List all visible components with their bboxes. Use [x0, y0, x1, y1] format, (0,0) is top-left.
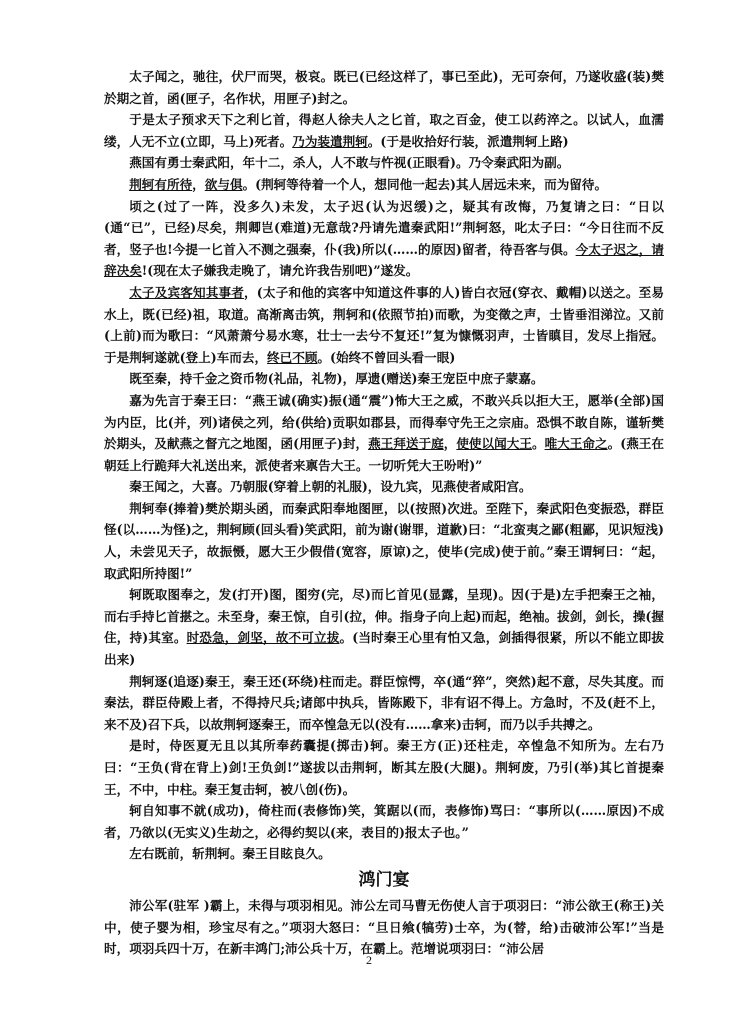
paragraph: [104, 476, 664, 498]
paragraph-group-jing-ke: [104, 66, 664, 865]
text-run: 顷之(过了一阵，没多久)未发，太子迟(认为迟缓)之，疑其有改悔，乃复请之曰：“日以(通“已”，已经)尽矣，荆卿岂(难道)无意哉?丹请先遣秦武阳!”荆轲怒，叱太子曰：“今日往而不反者，竖子也!今提一匕首入不测之强秦，仆(我)所以(……的原因)留者，待吾客与俱。: [104, 198, 664, 257]
text-run: 既至秦，持千金之资币物(礼品，礼物)，厚遗(赠送)秦王宠臣中庶子蒙嘉。: [129, 371, 544, 387]
underlined-phrase: 欲与俱: [204, 176, 243, 192]
text-run: 于是太子预求天下之利匕首，得赵人徐夫人之匕首，取之百金，使工以药淬之。以试人，血濡缕，人无不立(立即，马上)死者。: [104, 112, 664, 149]
page-number: 2: [366, 953, 372, 967]
underlined-phrase: 使使以闻大王: [456, 436, 532, 452]
paragraph: [104, 895, 664, 960]
paragraph: [104, 843, 664, 865]
text-run: ，: [443, 436, 457, 452]
paragraph: [104, 390, 664, 476]
text-run: ，(太子和他的宾客中知道这件事的人)皆白衣冠(穿衣、戴帽)以送之。至易水上，既(已经)祖，取道。高渐离击筑，荆轲和(依照节拍)而歌，为变徵之声，士皆垂泪涕泣。又前(上前)而为歌曰：“风萧萧兮易水寒，壮士一去兮不复还!”复为慷慨羽声，士皆瞋目，发尽上指冠。于是荆轲遂就(登上)车而去，: [104, 284, 664, 365]
section-title: 鸿门宴: [358, 869, 410, 890]
text-run: 荆轲逐(追逐)秦王，秦王还(环绕)柱而走。群臣惊愕，卒(通“猝”，突然)起不意，尽失其度。而秦法，群臣侍殿上者，不得持尺兵;诸郎中执兵，皆陈殿下，非有诏不得上。方急时，不及(赶不上，来不及)召下兵，以故荆轲逐秦王，而卒惶急无以(没有……拿来)击轲，而乃以手共搏之。: [104, 673, 664, 732]
underlined-phrase: 时恐急，剑坚，故不可立拔: [186, 630, 340, 646]
text-run: 轲自知事不就(成功)，倚柱而(表修饰)笑，箕踞以(而，表修饰)骂曰：“事所以(……原因)不成者，乃欲以(无实义)生劫之，必得约契以(来，表目的)报太子也。”: [104, 803, 664, 840]
paragraph: [104, 196, 664, 282]
text-run: 轲既取图奉之，发(打开)图，图穷(完，尽)而匕首见(显露，呈现)。因(于是)左手把秦王之袖，而右手持匕首揕之。未至身，秦王惊，自引(拉，伸。指身子向上起)而起，绝袖。拔剑，剑长，操(握住，持)其室。: [104, 587, 664, 646]
body-text: [104, 66, 664, 960]
underlined-phrase: 今太子迟之，请辞决矣: [104, 241, 664, 279]
text-run: 。(始终不曾回头看一眼): [317, 349, 456, 365]
paragraph: [104, 152, 664, 174]
paragraph: [104, 109, 664, 152]
paragraph: [104, 174, 664, 196]
paragraph-group-hongmen: [104, 895, 664, 960]
underlined-phrase: 唯大王命之: [544, 436, 608, 452]
paragraph: [104, 800, 664, 843]
underlined-phrase: 燕王拜送于庭: [368, 436, 444, 452]
paragraph: [104, 498, 664, 584]
text-run: !(现在太子嫌我走晚了，请允许我告别吧)”遂发。: [141, 263, 419, 279]
paragraph: [104, 368, 664, 390]
text-run: 左右既前，斩荆轲。秦王目眩良久。: [129, 846, 331, 862]
text-run: 。(当时秦王心里有怕又急，剑插得很紧，所以不能立即拔出来): [104, 630, 664, 668]
text-run: 。(燕王在朝廷上行跪拜大礼送出来，派使者来禀告大王。一切听凭大王吩咐)”: [104, 436, 665, 473]
text-run: 嘉为先言于秦王曰：“燕王诚(确实)振(通“震”)怖大王之威，不敢兴兵以拒大王，愿举(全部)国为内臣，比(并，列)诸侯之列，给(供给)贡职如郡县，而得奉守先王之宗庙。恐惧不敢自陈，谨斩樊於期头，及献燕之督亢之地图，函(用匣子)封，: [104, 392, 664, 452]
paragraph: [104, 671, 664, 736]
text-run: 太子闻之，驰往，伏尸而哭，极哀。既已(已经这样了，事已至此)，无可奈何，乃遂收盛(装)樊於期之首，函(匣子，名作状，用匣子)封之。: [104, 69, 664, 106]
text-run: ，: [192, 176, 205, 192]
text-run: 沛公军(驻军 )霸上，未得与项羽相见。沛公左司马曹无伤使人言于项羽曰：“沛公欲王(称王)关中，使子婴为相，珍宝尽有之。”项羽大怒曰：“旦日飨(犒劳)士卒，为(替，给)击破沛公军!”当是时，项羽兵四十万，在新丰鸿门;沛公兵十万，在霸上。范增说项羽曰：“沛公居: [104, 897, 664, 957]
paragraph: [104, 735, 664, 800]
text-run: 。(于是收拾好行装，派遣荆轲上路): [367, 133, 569, 149]
text-run: 。: [531, 436, 545, 452]
paragraph: [104, 584, 664, 670]
paragraph: [104, 66, 664, 109]
underlined-phrase: 荆轲有所待: [129, 176, 193, 192]
text-run: 燕国有勇士秦武阳，年十二，杀人，人不敢与忤视(正眼看)。乃令秦武阳为副。: [129, 155, 570, 171]
underlined-phrase: 乃为装遣荆轲: [292, 133, 368, 149]
text-run: 是时，侍医夏无且以其所奉药囊提(掷击)轲。秦王方(正)还柱走，卒惶急不知所为。左右乃曰：“王负(背在背上)剑!王负剑!”遂拔以击荆轲，断其左股(大腿)。荆轲废，乃引(举)其匕首提秦王，不中，中柱。秦王复击轲，被八创(伤)。: [104, 738, 664, 797]
paragraph: [104, 282, 664, 368]
text-run: 荆轲奉(捧着)樊於期头函，而秦武阳奉地图匣，以(按照)次进。至陛下，秦武阳色变振恐，群臣怪(以……为怪)之，荆轲顾(回头看)笑武阳，前为谢(谢罪，道歉)曰：“北蛮夷之鄙(粗鄙，见识短浅)人，未尝见天子，故振慑，愿大王少假借(宽容，原谅)之，使毕(完成)使于前。”秦王谓轲曰：“起，取武阳所持图!”: [104, 500, 664, 581]
underlined-phrase: 终已不顾: [267, 349, 318, 365]
underlined-phrase: 太子及宾客知其事者: [129, 284, 245, 300]
text-run: 秦王闻之，大喜。乃朝服(穿着上朝的礼服)，设九宾，见燕使者咸阳宫。: [129, 479, 532, 495]
text-run: 。(荆轲等待着一个人，想同他一起去)其人居远未来，而为留待。: [242, 176, 608, 192]
